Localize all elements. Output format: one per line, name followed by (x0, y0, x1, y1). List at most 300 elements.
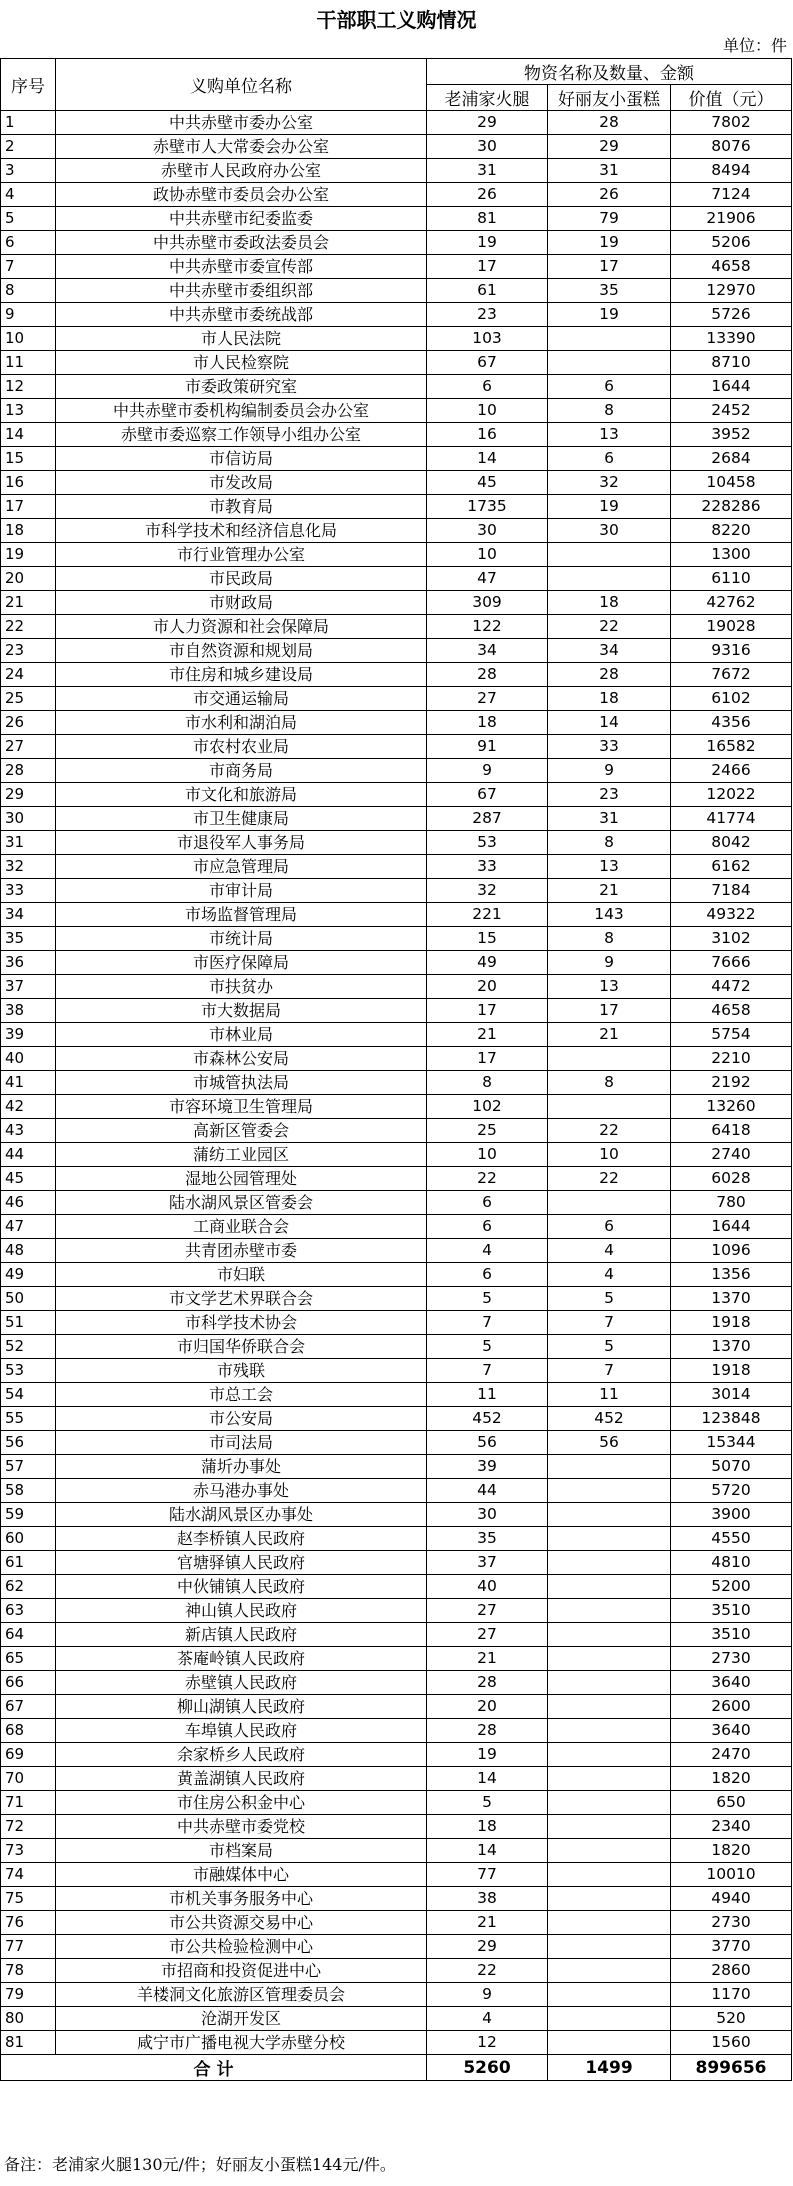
cell-value: 4472 (671, 975, 792, 999)
cell-unit-name: 车埠镇人民政府 (56, 1719, 427, 1743)
cell-value: 2466 (671, 759, 792, 783)
cell-unit-name: 赵李桥镇人民政府 (56, 1527, 427, 1551)
cell-ham: 67 (427, 351, 548, 375)
cell-ham: 22 (427, 1959, 548, 1983)
cell-value: 3952 (671, 423, 792, 447)
cell-cake (548, 1503, 671, 1527)
cell-index: 44 (1, 1143, 56, 1167)
cell-index: 23 (1, 639, 56, 663)
cell-value: 5720 (671, 1479, 792, 1503)
cell-ham: 38 (427, 1887, 548, 1911)
cell-index: 37 (1, 975, 56, 999)
table-row (1, 831, 792, 855)
table-row (1, 1647, 792, 1671)
cell-cake: 6 (548, 1215, 671, 1239)
table-row (1, 423, 792, 447)
cell-index: 49 (1, 1263, 56, 1287)
cell-value: 2730 (671, 1911, 792, 1935)
cell-index: 55 (1, 1407, 56, 1431)
cell-ham: 9 (427, 1983, 548, 2007)
cell-index: 21 (1, 591, 56, 615)
cell-unit-name: 中共赤壁市委组织部 (56, 279, 427, 303)
table-row (1, 1983, 792, 2007)
cell-ham: 8 (427, 1071, 548, 1095)
table-row (1, 639, 792, 663)
cell-cake: 6 (548, 447, 671, 471)
table-row (1, 231, 792, 255)
cell-cake: 29 (548, 135, 671, 159)
cell-ham: 15 (427, 927, 548, 951)
cell-index: 14 (1, 423, 56, 447)
cell-unit-name: 高新区管委会 (56, 1119, 427, 1143)
table-row (1, 1095, 792, 1119)
cell-unit-name: 蒲纺工业园区 (56, 1143, 427, 1167)
cell-value: 8710 (671, 351, 792, 375)
cell-index: 7 (1, 255, 56, 279)
table-row (1, 711, 792, 735)
table-row (1, 1719, 792, 1743)
cell-ham: 16 (427, 423, 548, 447)
cell-cake (548, 1599, 671, 1623)
cell-value: 3510 (671, 1599, 792, 1623)
cell-ham: 7 (427, 1359, 548, 1383)
cell-value: 7124 (671, 183, 792, 207)
cell-cake (548, 1815, 671, 1839)
cell-ham: 21 (427, 1647, 548, 1671)
cell-cake: 33 (548, 735, 671, 759)
table-row (1, 327, 792, 351)
cell-unit-name: 市人民检察院 (56, 351, 427, 375)
table-row (1, 1551, 792, 1575)
cell-index: 22 (1, 615, 56, 639)
cell-index: 71 (1, 1791, 56, 1815)
cell-index: 76 (1, 1911, 56, 1935)
cell-ham: 77 (427, 1863, 548, 1887)
table-row (1, 399, 792, 423)
cell-ham: 35 (427, 1527, 548, 1551)
cell-index: 73 (1, 1839, 56, 1863)
cell-cake: 22 (548, 615, 671, 639)
cell-ham: 23 (427, 303, 548, 327)
cell-cake (548, 1695, 671, 1719)
cell-index: 66 (1, 1671, 56, 1695)
cell-cake: 14 (548, 711, 671, 735)
cell-value: 6162 (671, 855, 792, 879)
cell-cake: 6 (548, 375, 671, 399)
cell-index: 77 (1, 1935, 56, 1959)
cell-ham: 27 (427, 1623, 548, 1647)
cell-value: 4550 (671, 1527, 792, 1551)
total-ham: 5260 (427, 2055, 548, 2081)
cell-index: 45 (1, 1167, 56, 1191)
cell-ham: 27 (427, 687, 548, 711)
table-row (1, 519, 792, 543)
cell-unit-name: 市审计局 (56, 879, 427, 903)
cell-unit-name: 中共赤壁市委办公室 (56, 111, 427, 135)
cell-ham: 22 (427, 1167, 548, 1191)
table-row (1, 1239, 792, 1263)
cell-cake: 452 (548, 1407, 671, 1431)
cell-unit-name: 市医疗保障局 (56, 951, 427, 975)
cell-value: 1918 (671, 1359, 792, 1383)
cell-index: 64 (1, 1623, 56, 1647)
cell-index: 20 (1, 567, 56, 591)
cell-cake: 34 (548, 639, 671, 663)
cell-cake (548, 2031, 671, 2055)
cell-index: 31 (1, 831, 56, 855)
cell-unit-name: 蒲圻办事处 (56, 1455, 427, 1479)
cell-index: 63 (1, 1599, 56, 1623)
cell-unit-name: 市档案局 (56, 1839, 427, 1863)
cell-index: 13 (1, 399, 56, 423)
cell-ham: 61 (427, 279, 548, 303)
cell-value: 3102 (671, 927, 792, 951)
cell-cake (548, 1647, 671, 1671)
cell-unit-name: 市机关事务服务中心 (56, 1887, 427, 1911)
table-row (1, 1767, 792, 1791)
cell-index: 61 (1, 1551, 56, 1575)
cell-index: 3 (1, 159, 56, 183)
cell-ham: 122 (427, 615, 548, 639)
table-row (1, 1527, 792, 1551)
cell-value: 3510 (671, 1623, 792, 1647)
cell-index: 48 (1, 1239, 56, 1263)
table-row (1, 663, 792, 687)
cell-value: 8220 (671, 519, 792, 543)
cell-value: 1820 (671, 1767, 792, 1791)
cell-unit-name: 市公安局 (56, 1407, 427, 1431)
cell-cake: 4 (548, 1263, 671, 1287)
cell-cake: 8 (548, 1071, 671, 1095)
cell-ham: 27 (427, 1599, 548, 1623)
cell-unit-name: 柳山湖镇人民政府 (56, 1695, 427, 1719)
cell-ham: 7 (427, 1311, 548, 1335)
cell-ham: 11 (427, 1383, 548, 1407)
cell-unit-name: 市民政局 (56, 567, 427, 591)
cell-index: 43 (1, 1119, 56, 1143)
cell-ham: 4 (427, 1239, 548, 1263)
cell-value: 1918 (671, 1311, 792, 1335)
cell-value: 42762 (671, 591, 792, 615)
cell-value: 520 (671, 2007, 792, 2031)
cell-cake: 7 (548, 1311, 671, 1335)
cell-index: 79 (1, 1983, 56, 2007)
cell-value: 2684 (671, 447, 792, 471)
cell-index: 1 (1, 111, 56, 135)
cell-value: 10458 (671, 471, 792, 495)
table-row (1, 1887, 792, 1911)
cell-index: 25 (1, 687, 56, 711)
table-row (1, 1047, 792, 1071)
cell-unit-name: 市人力资源和社会保障局 (56, 615, 427, 639)
cell-value: 8076 (671, 135, 792, 159)
cell-ham: 29 (427, 111, 548, 135)
cell-cake: 56 (548, 1431, 671, 1455)
cell-index: 78 (1, 1959, 56, 1983)
total-value: 899656 (671, 2055, 792, 2081)
cell-unit-name: 中共赤壁市委宣传部 (56, 255, 427, 279)
table-row (1, 1071, 792, 1095)
cell-value: 21906 (671, 207, 792, 231)
table-row (1, 807, 792, 831)
cell-unit-name: 赤壁市人民政府办公室 (56, 159, 427, 183)
table-row (1, 1167, 792, 1191)
cell-ham: 20 (427, 975, 548, 999)
cell-ham: 17 (427, 999, 548, 1023)
cell-cake: 23 (548, 783, 671, 807)
cell-ham: 30 (427, 1503, 548, 1527)
cell-index: 68 (1, 1719, 56, 1743)
cell-ham: 30 (427, 135, 548, 159)
cell-cake: 35 (548, 279, 671, 303)
page-title: 干部职工义购情况 (316, 8, 477, 32)
cell-ham: 39 (427, 1455, 548, 1479)
cell-cake: 8 (548, 399, 671, 423)
cell-cake (548, 1767, 671, 1791)
cell-value: 1096 (671, 1239, 792, 1263)
cell-unit-name: 中共赤壁市委机构编制委员会办公室 (56, 399, 427, 423)
cell-index: 29 (1, 783, 56, 807)
cell-cake (548, 2007, 671, 2031)
cell-cake: 79 (548, 207, 671, 231)
cell-unit-name: 共青团赤壁市委 (56, 1239, 427, 1263)
cell-ham: 309 (427, 591, 548, 615)
cell-ham: 67 (427, 783, 548, 807)
unit-label: 单位：件 (722, 36, 787, 55)
cell-cake (548, 351, 671, 375)
cell-index: 75 (1, 1887, 56, 1911)
cell-cake (548, 1911, 671, 1935)
cell-ham: 25 (427, 1119, 548, 1143)
cell-cake (548, 1743, 671, 1767)
cell-unit-name: 市招商和投资促进中心 (56, 1959, 427, 1983)
cell-cake (548, 1935, 671, 1959)
cell-unit-name: 官塘驿镇人民政府 (56, 1551, 427, 1575)
cell-ham: 56 (427, 1431, 548, 1455)
cell-index: 50 (1, 1287, 56, 1311)
table-row (1, 879, 792, 903)
cell-index: 47 (1, 1215, 56, 1239)
cell-ham: 17 (427, 1047, 548, 1071)
cell-unit-name: 陆水湖风景区办事处 (56, 1503, 427, 1527)
table-row (1, 1623, 792, 1647)
cell-cake: 143 (548, 903, 671, 927)
table-row (1, 999, 792, 1023)
cell-unit-name: 市住房公积金中心 (56, 1791, 427, 1815)
cell-cake: 13 (548, 423, 671, 447)
cell-value: 4356 (671, 711, 792, 735)
cell-ham: 21 (427, 1023, 548, 1047)
cell-cake: 28 (548, 111, 671, 135)
cell-unit-name: 市公共检验检测中心 (56, 1935, 427, 1959)
cell-unit-name: 市科学技术协会 (56, 1311, 427, 1335)
table-row (1, 543, 792, 567)
cell-ham: 14 (427, 447, 548, 471)
table-row (1, 903, 792, 927)
cell-index: 27 (1, 735, 56, 759)
cell-unit-name: 市委政策研究室 (56, 375, 427, 399)
cell-index: 41 (1, 1071, 56, 1095)
cell-unit-name: 中伙铺镇人民政府 (56, 1575, 427, 1599)
cell-cake: 5 (548, 1287, 671, 1311)
cell-value: 1170 (671, 1983, 792, 2007)
cell-value: 2600 (671, 1695, 792, 1719)
cell-unit-name: 市自然资源和规划局 (56, 639, 427, 663)
cell-value: 1560 (671, 2031, 792, 2055)
cell-unit-name: 市妇联 (56, 1263, 427, 1287)
cell-value: 2470 (671, 1743, 792, 1767)
cell-unit-name: 余家桥乡人民政府 (56, 1743, 427, 1767)
table-header (1, 59, 792, 111)
cell-ham: 18 (427, 1815, 548, 1839)
table-row (1, 855, 792, 879)
cell-ham: 102 (427, 1095, 548, 1119)
cell-value: 15344 (671, 1431, 792, 1455)
cell-cake (548, 1671, 671, 1695)
cell-unit-name: 湿地公园管理处 (56, 1167, 427, 1191)
cell-unit-name: 陆水湖风景区管委会 (56, 1191, 427, 1215)
cell-cake: 9 (548, 759, 671, 783)
cell-unit-name: 市归国华侨联合会 (56, 1335, 427, 1359)
cell-value: 49322 (671, 903, 792, 927)
cell-unit-name: 咸宁市广播电视大学赤壁分校 (56, 2031, 427, 2055)
cell-cake (548, 1191, 671, 1215)
cell-index: 10 (1, 327, 56, 351)
cell-unit-name: 市商务局 (56, 759, 427, 783)
cell-value: 7184 (671, 879, 792, 903)
cell-ham: 37 (427, 1551, 548, 1575)
cell-unit-name: 中共赤壁市委统战部 (56, 303, 427, 327)
cell-index: 60 (1, 1527, 56, 1551)
cell-value: 12022 (671, 783, 792, 807)
cell-value: 7802 (671, 111, 792, 135)
cell-index: 34 (1, 903, 56, 927)
cell-index: 35 (1, 927, 56, 951)
cell-value: 3900 (671, 1503, 792, 1527)
header-group: 物资名称及数量、金额 (427, 59, 792, 85)
cell-unit-name: 工商业联合会 (56, 1215, 427, 1239)
cell-index: 72 (1, 1815, 56, 1839)
cell-unit-name: 中共赤壁市纪委监委 (56, 207, 427, 231)
cell-value: 7666 (671, 951, 792, 975)
cell-ham: 5 (427, 1335, 548, 1359)
table-row (1, 927, 792, 951)
cell-index: 30 (1, 807, 56, 831)
cell-index: 2 (1, 135, 56, 159)
cell-index: 15 (1, 447, 56, 471)
cell-unit-name: 市住房和城乡建设局 (56, 663, 427, 687)
table-row (1, 255, 792, 279)
cell-value: 41774 (671, 807, 792, 831)
cell-value: 228286 (671, 495, 792, 519)
cell-ham: 4 (427, 2007, 548, 2031)
cell-unit-name: 市科学技术和经济信息化局 (56, 519, 427, 543)
cell-cake: 28 (548, 663, 671, 687)
cell-cake: 13 (548, 855, 671, 879)
table-row (1, 1671, 792, 1695)
table-row (1, 495, 792, 519)
cell-unit-name: 市林业局 (56, 1023, 427, 1047)
cell-value: 1300 (671, 543, 792, 567)
table-row (1, 1479, 792, 1503)
cell-cake: 19 (548, 303, 671, 327)
cell-index: 69 (1, 1743, 56, 1767)
cell-ham: 45 (427, 471, 548, 495)
table-row (1, 591, 792, 615)
cell-unit-name: 沧湖开发区 (56, 2007, 427, 2031)
cell-value: 12970 (671, 279, 792, 303)
cell-cake: 10 (548, 1143, 671, 1167)
table-row (1, 1911, 792, 1935)
table-row (1, 1359, 792, 1383)
cell-ham: 40 (427, 1575, 548, 1599)
cell-index: 17 (1, 495, 56, 519)
cell-cake (548, 1887, 671, 1911)
cell-unit-name: 市应急管理局 (56, 855, 427, 879)
cell-cake: 9 (548, 951, 671, 975)
cell-ham: 1735 (427, 495, 548, 519)
cell-index: 54 (1, 1383, 56, 1407)
cell-value: 780 (671, 1191, 792, 1215)
cell-ham: 12 (427, 2031, 548, 2055)
cell-index: 62 (1, 1575, 56, 1599)
cell-value: 4940 (671, 1887, 792, 1911)
table-row (1, 135, 792, 159)
cell-cake: 31 (548, 807, 671, 831)
cell-value: 1820 (671, 1839, 792, 1863)
cell-cake: 21 (548, 879, 671, 903)
cell-ham: 221 (427, 903, 548, 927)
cell-unit-name: 市场监督管理局 (56, 903, 427, 927)
table-row (1, 1119, 792, 1143)
table-row (1, 1431, 792, 1455)
cell-unit-name: 市发改局 (56, 471, 427, 495)
cell-unit-name: 市总工会 (56, 1383, 427, 1407)
cell-unit-name: 赤壁市人大常委会办公室 (56, 135, 427, 159)
table-row (1, 1695, 792, 1719)
cell-value: 2860 (671, 1959, 792, 1983)
cell-value: 1356 (671, 1263, 792, 1287)
table-row (1, 975, 792, 999)
cell-cake: 19 (548, 231, 671, 255)
table-row (1, 2031, 792, 2055)
table-row (1, 783, 792, 807)
cell-unit-name: 政协赤壁市委员会办公室 (56, 183, 427, 207)
cell-ham: 10 (427, 399, 548, 423)
cell-ham: 81 (427, 207, 548, 231)
cell-value: 8494 (671, 159, 792, 183)
table-row (1, 567, 792, 591)
cell-cake: 13 (548, 975, 671, 999)
cell-cake (548, 1455, 671, 1479)
cell-unit-name: 市统计局 (56, 927, 427, 951)
cell-ham: 33 (427, 855, 548, 879)
table-row (1, 303, 792, 327)
cell-cake: 11 (548, 1383, 671, 1407)
cell-cake: 18 (548, 687, 671, 711)
cell-index: 11 (1, 351, 56, 375)
table-row (1, 1791, 792, 1815)
cell-unit-name: 市文学艺术界联合会 (56, 1287, 427, 1311)
cell-unit-name: 市信访局 (56, 447, 427, 471)
cell-value: 4810 (671, 1551, 792, 1575)
purchase-table (0, 58, 792, 2081)
cell-cake: 8 (548, 831, 671, 855)
table-row (1, 159, 792, 183)
cell-index: 52 (1, 1335, 56, 1359)
table-row (1, 1215, 792, 1239)
cell-unit-name: 市城管执法局 (56, 1071, 427, 1095)
